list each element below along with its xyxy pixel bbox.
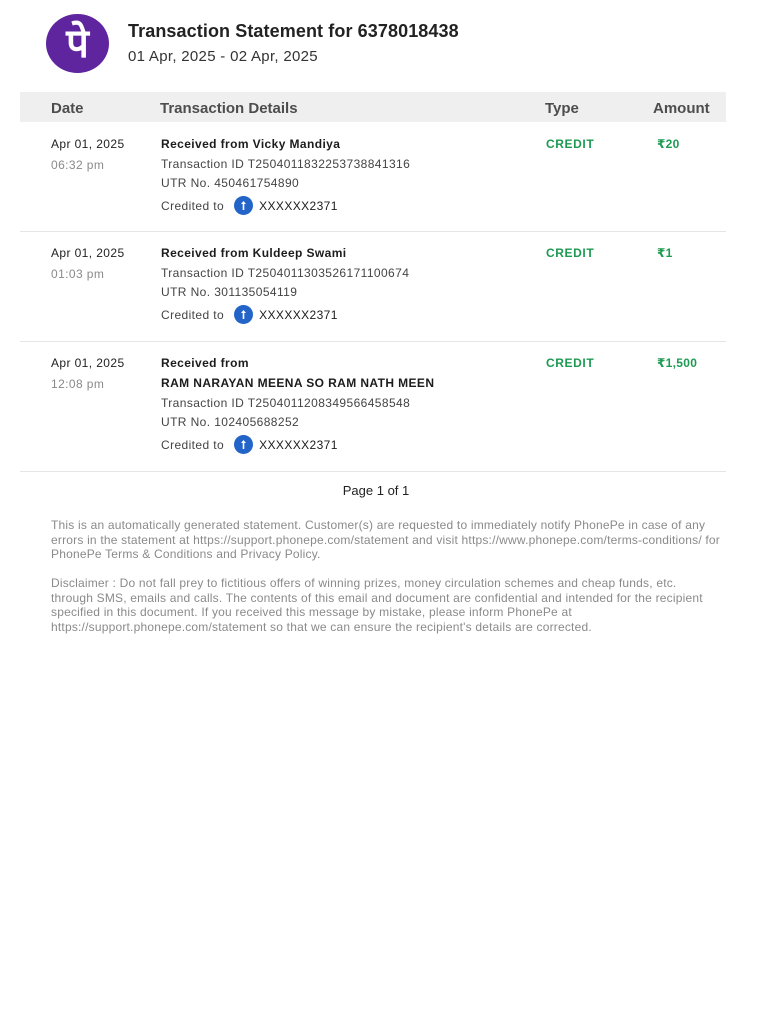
utr-number: UTR No. 450461754890 xyxy=(161,176,300,190)
credited-to xyxy=(161,196,410,215)
title-block xyxy=(128,21,459,65)
credited-to xyxy=(161,305,409,324)
disclaimer-text: Disclaimer : Do not fall prey to fictitious offers of winning prizes, money circulation schemes and cheap funds, etc. through SMS, emails and calls. The contents of this email and document are confidential and intended for the recipient specified in this document. If you received this message by mistake, please inform PhonePe at https://support.phonepe.com/statement so that we can ensure the recipient's details are corrected. xyxy=(51,576,703,634)
transaction-amount: ₹1 xyxy=(657,246,673,260)
row-details xyxy=(161,137,410,215)
transaction-id: Transaction ID T2504011303526171100674 xyxy=(161,266,410,280)
row-date: Apr 01, 2025 xyxy=(51,246,125,260)
statement-header xyxy=(46,14,459,73)
utr-number: UTR No. 301135054119 xyxy=(161,285,298,299)
table-header xyxy=(20,92,726,122)
table-row xyxy=(20,123,726,232)
row-details xyxy=(161,246,409,324)
table-row xyxy=(20,232,726,342)
statement-notice: This is an automatically generated statement. Customer(s) are requested to immediately notify PhonePe in case of any errors in the statement at https://support.phonepe.com/statement and visit https://www.phonepe.com/terms-conditions/ for PhonePe Terms & Conditions and Privacy Policy. xyxy=(51,518,720,561)
row-time: 06:32 pm xyxy=(51,158,105,172)
column-header-details: Transaction Details xyxy=(160,100,298,117)
column-header-date: Date xyxy=(51,100,84,117)
transaction-type: CREDIT xyxy=(546,356,595,370)
transaction-id: Transaction ID T2504011832253738841316 xyxy=(161,157,411,171)
payer-name-continued: RAM NARAYAN MEENA SO RAM NATH MEEN xyxy=(161,376,435,390)
account-number: XXXXXX2371 xyxy=(259,198,338,213)
payer-name: Received from xyxy=(161,356,249,370)
bank-icon xyxy=(234,196,253,215)
row-date: Apr 01, 2025 xyxy=(51,356,125,370)
row-time: 01:03 pm xyxy=(51,267,105,281)
transaction-id: Transaction ID T2504011208349566458548 xyxy=(161,396,411,410)
account-number: XXXXXX2371 xyxy=(259,437,338,452)
phonepe-logo: पे xyxy=(46,14,109,73)
credited-to xyxy=(161,435,434,454)
row-time: 12:08 pm xyxy=(51,377,105,391)
statement-period: 01 Apr, 2025 - 02 Apr, 2025 xyxy=(128,47,318,65)
transaction-type: CREDIT xyxy=(546,137,595,151)
bank-icon xyxy=(234,435,253,454)
bank-icon xyxy=(234,305,253,324)
credited-label: Credited to xyxy=(161,307,225,322)
transaction-amount: ₹20 xyxy=(657,137,680,151)
payer-name: Received from Vicky Mandiya xyxy=(161,137,341,151)
row-date: Apr 01, 2025 xyxy=(51,137,125,151)
transaction-type: CREDIT xyxy=(546,246,595,260)
table-row xyxy=(20,342,726,472)
page-number: Page 1 of 1 xyxy=(342,483,410,498)
row-details xyxy=(161,356,434,454)
transaction-amount: ₹1,500 xyxy=(657,356,698,370)
account-number: XXXXXX2371 xyxy=(259,307,338,322)
payer-name: Received from Kuldeep Swami xyxy=(161,246,347,260)
column-header-type: Type xyxy=(545,100,579,117)
credited-label: Credited to xyxy=(161,198,225,213)
utr-number: UTR No. 102405688252 xyxy=(161,415,300,429)
credited-label: Credited to xyxy=(161,437,225,452)
statement-title: Transaction Statement for 6378018438 xyxy=(128,20,459,41)
column-header-amount: Amount xyxy=(653,100,710,117)
